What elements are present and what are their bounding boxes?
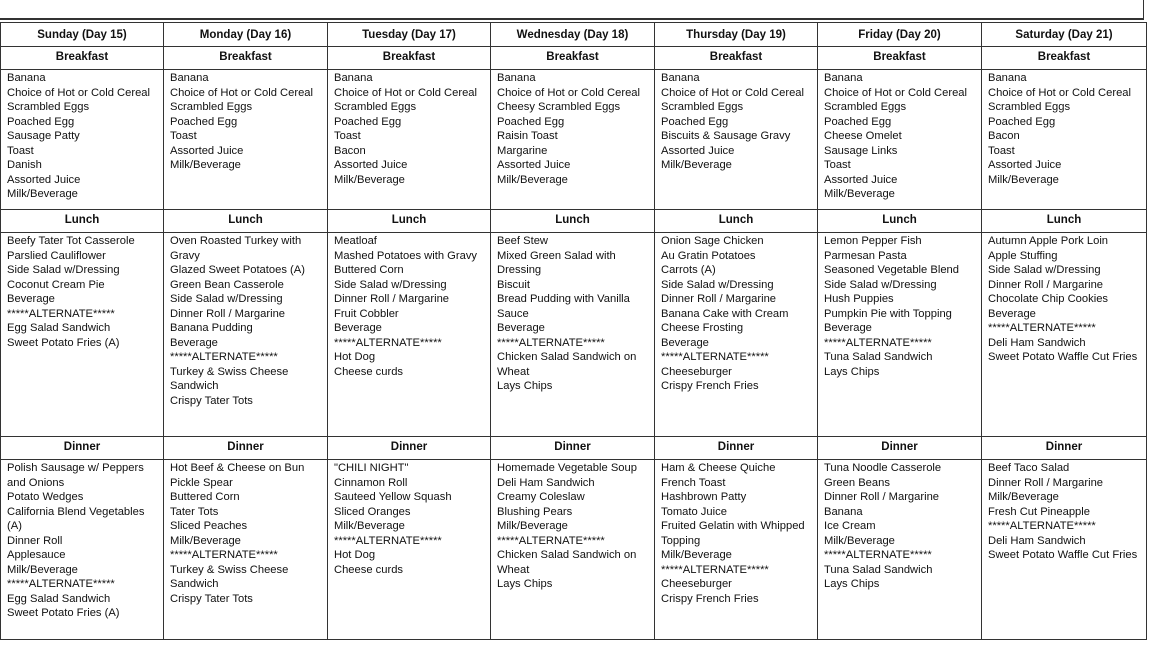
dinner-items xyxy=(328,460,491,640)
menu-item: Choice of Hot or Cold Cereal xyxy=(170,86,314,99)
menu-item: Side Salad w/Dressing xyxy=(170,293,283,305)
lunch-items xyxy=(164,233,328,437)
menu-item: Lays Chips xyxy=(824,578,880,590)
menu-item: *****ALTERNATE***** xyxy=(170,549,278,561)
dinner-items xyxy=(818,460,982,640)
menu-item: Parmesan Pasta xyxy=(824,249,907,262)
dinner-items xyxy=(491,460,655,640)
menu-item: Cheese curds xyxy=(334,365,404,378)
menu-item: Sausage Patty xyxy=(7,130,80,142)
menu-item: Beef Stew xyxy=(497,235,548,247)
day-header-row xyxy=(1,23,1147,47)
menu-item: Crispy Tater Tots xyxy=(170,592,253,605)
menu-item: Choice of Hot or Cold Cereal xyxy=(7,86,151,99)
menu-item: Dinner Roll / Margarine xyxy=(824,491,940,503)
dinner-label: Dinner xyxy=(164,437,328,460)
menu-item: Banana xyxy=(988,72,1027,84)
menu-item: Assorted Juice xyxy=(170,144,244,157)
menu-item: Egg Salad Sandwich xyxy=(7,592,111,605)
menu-item: Sliced Peaches xyxy=(170,520,248,532)
menu-item: Chicken Salad Sandwich on Wheat xyxy=(497,351,637,378)
menu-item: Bread Pudding with Vanilla Sauce xyxy=(497,293,630,320)
menu-item: Deli Ham Sandwich xyxy=(988,534,1086,547)
menu-item: Poached Egg xyxy=(334,115,402,128)
menu-item: Tomato Juice xyxy=(661,505,727,518)
menu-item: Poached Egg xyxy=(661,115,729,128)
menu-item: Oven Roasted Turkey with Gravy xyxy=(170,235,302,262)
menu-item: Toast xyxy=(824,159,851,171)
breakfast-label: Breakfast xyxy=(1,47,164,70)
day-header: Saturday (Day 21) xyxy=(982,23,1147,47)
lunch-items xyxy=(328,233,491,437)
menu-item: Choice of Hot or Cold Cereal xyxy=(988,86,1132,99)
menu-item: Milk/Beverage xyxy=(988,491,1059,503)
day-header: Friday (Day 20) xyxy=(818,23,982,47)
menu-item: Sausage Links xyxy=(824,144,898,157)
menu-item: *****ALTERNATE***** xyxy=(988,520,1096,532)
menu-item: *****ALTERNATE***** xyxy=(661,351,769,363)
menu-item: Parslied Cauliflower xyxy=(7,249,106,262)
menu-item: California Blend Vegetables (A) xyxy=(7,505,145,532)
lunch-items xyxy=(982,233,1147,437)
menu-item: Scrambled Eggs xyxy=(334,101,417,113)
lunch-items xyxy=(491,233,655,437)
menu-item: Milk/Beverage xyxy=(497,520,568,532)
menu-item: Beverage xyxy=(497,322,545,334)
menu-item: Banana xyxy=(824,505,863,518)
menu-item: Beverage xyxy=(7,293,55,305)
menu-item: Deli Ham Sandwich xyxy=(497,476,595,489)
header-band xyxy=(0,0,1144,20)
menu-item: Polish Sausage w/ Peppers and Onions xyxy=(7,462,144,489)
menu-item: *****ALTERNATE***** xyxy=(334,534,442,547)
menu-item: Scrambled Eggs xyxy=(824,101,907,113)
menu-item: Cheesy Scrambled Eggs xyxy=(497,101,621,113)
menu-item: Green Bean Casserole xyxy=(170,278,284,291)
menu-item: Ice Cream xyxy=(824,520,876,532)
menu-item: French Toast xyxy=(661,476,726,489)
menu-item: *****ALTERNATE***** xyxy=(824,549,932,561)
menu-item: Milk/Beverage xyxy=(988,173,1059,186)
menu-item: *****ALTERNATE***** xyxy=(170,351,278,363)
dinner-items xyxy=(164,460,328,640)
menu-item: Potato Wedges xyxy=(7,491,84,503)
menu-item: Hot Beef & Cheese on Bun xyxy=(170,462,305,474)
menu-item: Pumpkin Pie with Topping xyxy=(824,307,952,320)
breakfast-items xyxy=(1,70,164,210)
menu-item: Applesauce xyxy=(7,549,66,561)
menu-item: Fruited Gelatin with Whipped Topping xyxy=(661,520,805,547)
menu-item: Poached Egg xyxy=(7,115,75,128)
menu-item: Tuna Noodle Casserole xyxy=(824,462,942,474)
menu-item: Dinner Roll xyxy=(7,534,63,547)
dinner-label: Dinner xyxy=(491,437,655,460)
menu-item: Autumn Apple Pork Loin xyxy=(988,235,1109,247)
menu-item: Meatloaf xyxy=(334,235,377,247)
menu-item: Tuna Salad Sandwich xyxy=(824,563,933,576)
menu-item: Hashbrown Patty xyxy=(661,491,747,503)
menu-item: Seasoned Vegetable Blend xyxy=(824,264,959,276)
menu-item: Side Salad w/Dressing xyxy=(988,264,1101,276)
menu-item: Milk/Beverage xyxy=(661,549,732,561)
dinner-label: Dinner xyxy=(1,437,164,460)
menu-item: Coconut Cream Pie xyxy=(7,278,105,291)
menu-item: Poached Egg xyxy=(824,115,892,128)
menu-item: Poached Egg xyxy=(497,115,565,128)
menu-item: Hush Puppies xyxy=(824,293,894,305)
menu-item: Blushing Pears xyxy=(497,505,573,518)
menu-item: Sweet Potato Waffle Cut Fries xyxy=(988,351,1138,363)
menu-item: Danish xyxy=(7,159,42,171)
menu-item: Side Salad w/Dressing xyxy=(661,278,774,291)
menu-item: Deli Ham Sandwich xyxy=(988,336,1086,349)
menu-item: Milk/Beverage xyxy=(661,159,732,171)
breakfast-label: Breakfast xyxy=(491,47,655,70)
menu-item: Bacon xyxy=(988,130,1020,142)
breakfast-label: Breakfast xyxy=(164,47,328,70)
dinner-label-row xyxy=(1,437,1147,460)
menu-item: Choice of Hot or Cold Cereal xyxy=(334,86,478,99)
dinner-items-row xyxy=(1,460,1147,640)
menu-item: Assorted Juice xyxy=(497,159,571,171)
menu-item: Ham & Cheese Quiche xyxy=(661,462,776,474)
breakfast-label: Breakfast xyxy=(818,47,982,70)
menu-item: Biscuit xyxy=(497,278,530,291)
menu-item: Lays Chips xyxy=(497,578,553,590)
menu-item: Milk/Beverage xyxy=(7,563,78,576)
menu-item: Buttered Corn xyxy=(170,491,240,503)
menu-item: Banana Pudding xyxy=(170,322,253,334)
breakfast-items xyxy=(491,70,655,210)
menu-item: *****ALTERNATE***** xyxy=(661,563,769,576)
menu-item: Assorted Juice xyxy=(988,159,1062,171)
menu-item: Turkey & Swiss Cheese Sandwich xyxy=(170,365,289,392)
menu-item: *****ALTERNATE***** xyxy=(988,322,1096,334)
menu-item: Crispy Tater Tots xyxy=(170,394,253,407)
menu-item: Glazed Sweet Potatoes (A) xyxy=(170,264,305,276)
menu-item: *****ALTERNATE***** xyxy=(497,336,605,349)
menu-item: Cinnamon Roll xyxy=(334,476,408,489)
dinner-label: Dinner xyxy=(818,437,982,460)
menu-item: Bacon xyxy=(334,144,366,157)
menu-item: Dinner Roll / Margarine xyxy=(988,476,1104,489)
menu-item: Poached Egg xyxy=(988,115,1056,128)
lunch-items xyxy=(818,233,982,437)
breakfast-label: Breakfast xyxy=(328,47,491,70)
menu-item: Dinner Roll / Margarine xyxy=(661,293,777,305)
menu-item: Margarine xyxy=(497,144,548,157)
menu-item: Mashed Potatoes with Gravy xyxy=(334,249,478,262)
menu-item: Beverage xyxy=(170,336,218,349)
menu-item: Hot Dog xyxy=(334,549,376,561)
menu-item: Toast xyxy=(334,130,361,142)
day-header: Tuesday (Day 17) xyxy=(328,23,491,47)
day-header: Sunday (Day 15) xyxy=(1,23,164,47)
dinner-items xyxy=(655,460,818,640)
menu-item: Poached Egg xyxy=(170,115,238,128)
menu-item: Buttered Corn xyxy=(334,264,404,276)
lunch-label: Lunch xyxy=(655,210,818,233)
menu-item: Chocolate Chip Cookies xyxy=(988,293,1109,305)
menu-item: Creamy Coleslaw xyxy=(497,491,585,503)
menu-item: Lemon Pepper Fish xyxy=(824,235,922,247)
menu-item: Milk/Beverage xyxy=(824,534,895,547)
menu-item: Beef Taco Salad xyxy=(988,462,1070,474)
menu-item: Dinner Roll / Margarine xyxy=(170,307,286,320)
breakfast-items xyxy=(164,70,328,210)
dinner-items xyxy=(1,460,164,640)
menu-item: Side Salad w/Dressing xyxy=(334,278,447,291)
lunch-label: Lunch xyxy=(1,210,164,233)
menu-item: Turkey & Swiss Cheese Sandwich xyxy=(170,563,289,590)
menu-item: Chicken Salad Sandwich on Wheat xyxy=(497,549,637,576)
dinner-items xyxy=(982,460,1147,640)
menu-item: Scrambled Eggs xyxy=(988,101,1071,113)
menu-item: Scrambled Eggs xyxy=(7,101,90,113)
menu-item: Au Gratin Potatoes xyxy=(661,249,756,262)
breakfast-items xyxy=(328,70,491,210)
menu-item: Beverage xyxy=(988,307,1036,320)
breakfast-label: Breakfast xyxy=(655,47,818,70)
menu-item: Egg Salad Sandwich xyxy=(7,322,111,334)
menu-item: Choice of Hot or Cold Cereal xyxy=(824,86,968,99)
menu-item: Milk/Beverage xyxy=(824,188,895,200)
breakfast-items xyxy=(818,70,982,210)
menu-item: Biscuits & Sausage Gravy xyxy=(661,130,791,142)
menu-item: Banana xyxy=(661,72,700,84)
menu-item: Sweet Potato Fries (A) xyxy=(7,607,120,619)
lunch-label: Lunch xyxy=(818,210,982,233)
menu-item: Pickle Spear xyxy=(170,476,233,489)
menu-item: Milk/Beverage xyxy=(334,173,405,186)
menu-item: Beefy Tater Tot Casserole xyxy=(7,235,135,247)
dinner-label: Dinner xyxy=(982,437,1147,460)
menu-item: Sliced Oranges xyxy=(334,505,411,518)
day-header: Thursday (Day 19) xyxy=(655,23,818,47)
menu-item: Choice of Hot or Cold Cereal xyxy=(497,86,641,99)
menu-item: Banana xyxy=(497,72,536,84)
menu-item: Carrots (A) xyxy=(661,264,716,276)
menu-item: Cheeseburger xyxy=(661,365,732,378)
day-header: Monday (Day 16) xyxy=(164,23,328,47)
menu-item: Sweet Potato Waffle Cut Fries xyxy=(988,549,1138,561)
menu-item: Cheese Omelet xyxy=(824,130,902,142)
menu-item: Green Beans xyxy=(824,476,890,489)
menu-item: Mixed Green Salad with Dressing xyxy=(497,249,616,276)
menu-item: Milk/Beverage xyxy=(497,173,568,186)
menu-item: Lays Chips xyxy=(824,365,880,378)
day-header: Wednesday (Day 18) xyxy=(491,23,655,47)
menu-item: Crispy French Fries xyxy=(661,592,759,605)
lunch-label: Lunch xyxy=(164,210,328,233)
menu-item: Raisin Toast xyxy=(497,130,558,142)
menu-item: Assorted Juice xyxy=(824,173,898,186)
menu-item: Crispy French Fries xyxy=(661,380,759,392)
menu-item: *****ALTERNATE***** xyxy=(7,307,115,320)
menu-item: Banana xyxy=(7,72,46,84)
menu-item: Cheese curds xyxy=(334,563,404,576)
menu-item: Milk/Beverage xyxy=(170,534,241,547)
menu-item: Assorted Juice xyxy=(661,144,735,157)
menu-item: Banana Cake with Cream Cheese Frosting xyxy=(661,307,789,334)
menu-item: Onion Sage Chicken xyxy=(661,235,764,247)
menu-item: Milk/Beverage xyxy=(170,159,241,171)
menu-item: *****ALTERNATE***** xyxy=(497,534,605,547)
breakfast-items xyxy=(655,70,818,210)
menu-item: Hot Dog xyxy=(334,351,376,363)
breakfast-label: Breakfast xyxy=(982,47,1147,70)
menu-item: Beverage xyxy=(334,322,382,334)
menu-item: Fruit Cobbler xyxy=(334,307,399,320)
breakfast-items xyxy=(982,70,1147,210)
lunch-items xyxy=(655,233,818,437)
menu-item: Apple Stuffing xyxy=(988,249,1058,262)
menu-item: Dinner Roll / Margarine xyxy=(988,278,1104,291)
menu-item: *****ALTERNATE***** xyxy=(334,336,442,349)
menu-item: Tuna Salad Sandwich xyxy=(824,351,933,363)
menu-item: Milk/Beverage xyxy=(7,188,78,200)
menu-item: Sauteed Yellow Squash xyxy=(334,491,452,503)
menu-item: Toast xyxy=(988,144,1015,157)
lunch-label: Lunch xyxy=(982,210,1147,233)
weekly-menu-table xyxy=(0,22,1147,640)
menu-item: Beverage xyxy=(661,336,709,349)
menu-item: "CHILI NIGHT" xyxy=(334,462,409,474)
menu-item: Lays Chips xyxy=(497,380,553,392)
breakfast-items-row xyxy=(1,70,1147,210)
menu-item: Banana xyxy=(170,72,209,84)
menu-item: *****ALTERNATE***** xyxy=(824,336,932,349)
menu-item: *****ALTERNATE***** xyxy=(7,578,115,590)
menu-item: Scrambled Eggs xyxy=(170,101,253,113)
lunch-label-row xyxy=(1,210,1147,233)
menu-item: Toast xyxy=(7,144,34,157)
menu-item: Choice of Hot or Cold Cereal xyxy=(661,86,805,99)
menu-item: Banana xyxy=(334,72,373,84)
menu-item: Scrambled Eggs xyxy=(661,101,744,113)
menu-item: Cheeseburger xyxy=(661,578,732,590)
menu-item: Sweet Potato Fries (A) xyxy=(7,336,120,349)
menu-item: Milk/Beverage xyxy=(334,520,405,532)
menu-item: Side Salad w/Dressing xyxy=(7,264,120,276)
menu-item: Side Salad w/Dressing xyxy=(824,278,937,291)
dinner-label: Dinner xyxy=(328,437,491,460)
menu-item: Banana xyxy=(824,72,863,84)
menu-item: Fresh Cut Pineapple xyxy=(988,505,1090,518)
menu-item: Toast xyxy=(170,130,197,142)
dinner-label: Dinner xyxy=(655,437,818,460)
lunch-items xyxy=(1,233,164,437)
menu-item: Assorted Juice xyxy=(334,159,408,171)
menu-item: Tater Tots xyxy=(170,505,219,518)
menu-item: Beverage xyxy=(824,322,872,334)
menu-item: Dinner Roll / Margarine xyxy=(334,293,450,305)
lunch-items-row xyxy=(1,233,1147,437)
breakfast-label-row xyxy=(1,47,1147,70)
lunch-label: Lunch xyxy=(328,210,491,233)
lunch-label: Lunch xyxy=(491,210,655,233)
menu-item: Assorted Juice xyxy=(7,173,81,186)
menu-item: Homemade Vegetable Soup xyxy=(497,462,637,474)
